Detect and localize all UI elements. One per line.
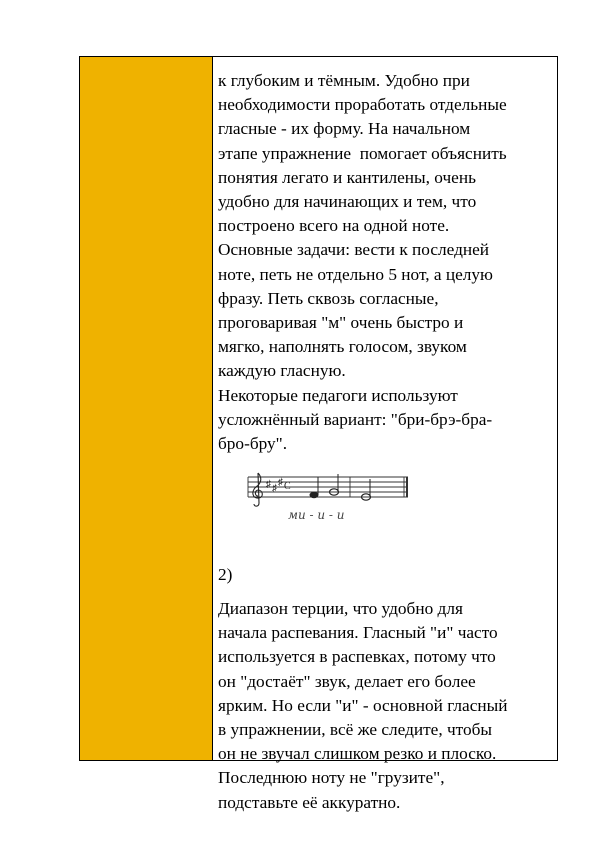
text-line: проговаривая "м" очень быстро и [218, 313, 464, 333]
sharp-sign-icon: ♯ [266, 479, 271, 490]
text-line: мягко, наполнять голосом, звуком [218, 337, 467, 357]
text-line: в упражнении, всё же следите, чтобы [218, 720, 493, 740]
paragraph-exercise-2 [218, 597, 553, 815]
text-line: фразу. Петь сквозь согласные, [218, 288, 439, 308]
text-line: он не звучал слишком резко и плоско. [218, 744, 497, 764]
text-line: усложнённый вариант: "бри-брэ-бра- [218, 409, 493, 429]
text-line: этапе упражнение помогает объяснить [218, 143, 507, 163]
music-score-image [218, 469, 558, 533]
text-line: понятия легато и кантилены, очень [218, 167, 476, 187]
text-line: удобно для начинающих и тем, что [218, 192, 477, 212]
table-right-cell [213, 57, 557, 812]
time-signature: C [284, 481, 291, 492]
treble-clef-icon [253, 473, 262, 506]
text-line: Последнюю ноту не "грузите", [218, 768, 445, 788]
text-line: он "достаёт" звук, делает его более [218, 671, 476, 691]
text-line: построено всего на одной ноте. [218, 216, 450, 236]
text-line: гласные - их форму. На начальном [218, 119, 471, 139]
text-line: необходимости проработать отдельные [218, 95, 507, 115]
table-left-cell [80, 57, 213, 760]
sharp-sign-icon: ♯ [272, 483, 277, 494]
sharp-sign-icon: ♯ [278, 477, 283, 488]
text-line: к глубоким и тёмным. Удобно при [218, 71, 470, 90]
text-line: Основные задачи: вести к последней [218, 240, 490, 260]
note-icon [310, 492, 319, 498]
text-line: ноте, петь не отдельно 5 нот, а целую [218, 264, 493, 284]
exercise-number: 2) [218, 565, 233, 584]
text-line: используется в распевках, потому что [218, 647, 496, 667]
text-line: Некоторые педагоги используют [218, 385, 458, 405]
text-line: Диапазон терции, что удобно для [218, 599, 463, 618]
content-table [79, 56, 558, 812]
text-line: начала распевания. Гласный "и" часто [218, 623, 498, 643]
paragraph-exercise-1 [218, 69, 551, 456]
text-line: каждую гласную. [218, 361, 346, 381]
text-line: подставьте её аккуратно. [218, 792, 401, 812]
score-lyrics: ми - и - и [288, 508, 345, 522]
text-line: бро-бру". [218, 434, 288, 454]
text-line: ярким. Но если "и" - основной гласный [218, 695, 508, 715]
